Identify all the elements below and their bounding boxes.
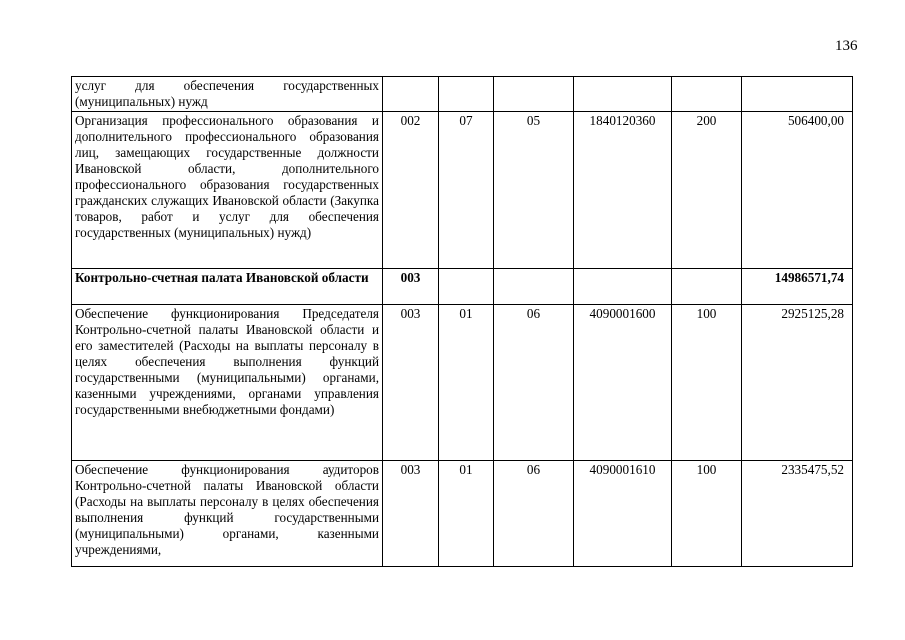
cell-description: Контрольно-счетная палата Ивановской области <box>72 269 383 305</box>
cell-amount: 506400,00 <box>742 112 853 269</box>
cell-target-article-code <box>574 269 672 305</box>
cell-subsection-code: 06 <box>494 461 574 567</box>
table-row <box>72 112 853 269</box>
cell-expense-type-code <box>672 269 742 305</box>
cell-target-article-code: 4090001610 <box>574 461 672 567</box>
cell-section-code <box>439 77 494 112</box>
cell-department-code: 003 <box>383 269 439 305</box>
cell-subsection-code <box>494 77 574 112</box>
cell-expense-type-code: 100 <box>672 305 742 461</box>
cell-target-article-code <box>574 77 672 112</box>
cell-subsection-code: 05 <box>494 112 574 269</box>
cell-department-code <box>383 77 439 112</box>
cell-expense-type-code: 100 <box>672 461 742 567</box>
page-number: 136 <box>835 38 858 54</box>
budget-table <box>71 76 853 567</box>
cell-amount: 14986571,74 <box>742 269 853 305</box>
cell-target-article-code: 1840120360 <box>574 112 672 269</box>
cell-amount <box>742 77 853 112</box>
table-row <box>72 77 853 112</box>
cell-subsection-code <box>494 269 574 305</box>
cell-description: Обеспечение функционирования Председателя Контрольно-счетной палаты Ивановской области и его заместителей (Расходы на выплаты персоналу в целях обеспечения выполнения функций государственными (муниципальными) органами, казенными учреждениями, органами управления государственными внебюджетными фондами) <box>72 305 383 461</box>
cell-subsection-code: 06 <box>494 305 574 461</box>
cell-expense-type-code: 200 <box>672 112 742 269</box>
table-row <box>72 461 853 567</box>
cell-department-code: 003 <box>383 305 439 461</box>
table-row <box>72 305 853 461</box>
cell-expense-type-code <box>672 77 742 112</box>
cell-description: Организация профессионального образования и дополнительного профессионального образования лиц, замещающих государственные должности Ивановской области, дополнительного профессионального образования государственных гражданских служащих Ивановской области (Закупка товаров, работ и услуг для обеспечения государственных (муниципальных) нужд) <box>72 112 383 269</box>
table-row <box>72 269 853 305</box>
cell-section-code: 01 <box>439 305 494 461</box>
cell-department-code: 003 <box>383 461 439 567</box>
cell-description: услуг для обеспечения государственных (муниципальных) нужд <box>72 77 383 112</box>
cell-section-code: 01 <box>439 461 494 567</box>
cell-section-code <box>439 269 494 305</box>
cell-description: Обеспечение функционирования аудиторов Контрольно-счетной палаты Ивановской области (Расходы на выплаты персоналу в целях обеспечения выполнения функций государственными (муниципальными) органами, казенными учреждениями, <box>72 461 383 567</box>
cell-amount: 2335475,52 <box>742 461 853 567</box>
cell-amount: 2925125,28 <box>742 305 853 461</box>
cell-section-code: 07 <box>439 112 494 269</box>
cell-target-article-code: 4090001600 <box>574 305 672 461</box>
cell-department-code: 002 <box>383 112 439 269</box>
